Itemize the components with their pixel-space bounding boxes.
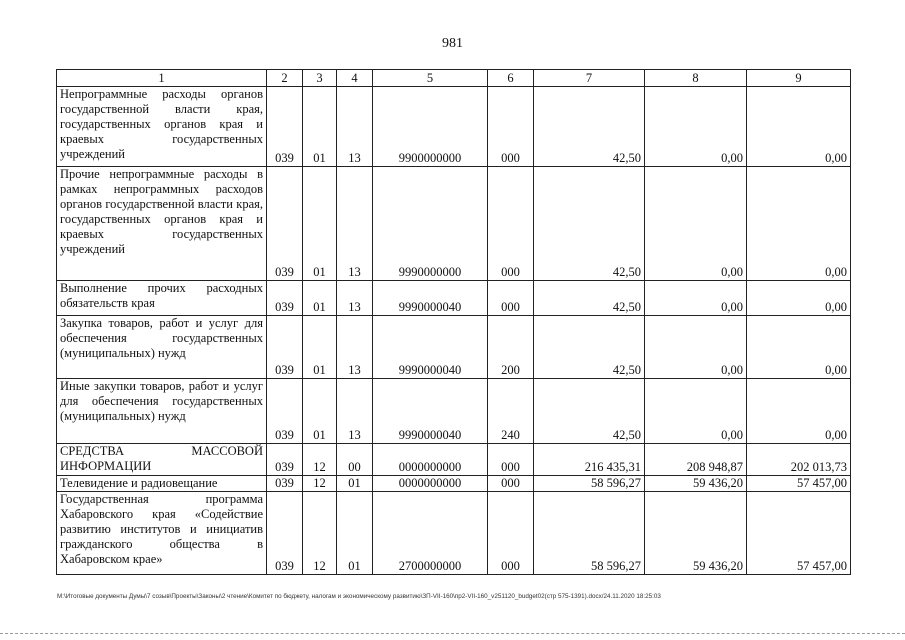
column-header-2: 2 [267,70,303,87]
cell-c5: 9990000040 [373,379,488,444]
cell-c3: 12 [303,492,337,575]
cell-c4: 13 [337,281,373,316]
cell-c5: 2700000000 [373,492,488,575]
cell-c7: 58 596,27 [534,476,645,492]
cell-c4: 13 [337,167,373,281]
cell-c7: 42,50 [534,379,645,444]
cell-c2: 039 [267,379,303,444]
cell-c8: 0,00 [645,379,747,444]
column-header-7: 7 [534,70,645,87]
cell-c7: 42,50 [534,316,645,379]
cell-c2: 039 [267,87,303,167]
table-row [57,444,851,476]
cell-c6: 200 [488,316,534,379]
cell-c5: 9990000040 [373,316,488,379]
cell-c8: 0,00 [645,281,747,316]
cell-c9: 0,00 [747,167,851,281]
cell-c5: 9900000000 [373,87,488,167]
cell-c7: 42,50 [534,87,645,167]
cell-c8: 0,00 [645,87,747,167]
table-row [57,87,851,167]
column-header-4: 4 [337,70,373,87]
page-number: 981 [442,36,463,51]
page-edge-divider [0,633,905,634]
cell-c3: 01 [303,87,337,167]
table-row [57,167,851,281]
row-name-cell: Иные закупки товаров, работ и услуг для обеспечения государственных (муниципальных) нужд [57,379,267,444]
cell-c2: 039 [267,281,303,316]
row-name-cell: Выполнение прочих расходных обязательств края [57,281,267,316]
cell-c4: 01 [337,492,373,575]
cell-c2: 039 [267,444,303,476]
cell-c7: 216 435,31 [534,444,645,476]
table-row [57,492,851,575]
cell-c8: 59 436,20 [645,476,747,492]
cell-c7: 42,50 [534,281,645,316]
cell-c2: 039 [267,476,303,492]
cell-c6: 000 [488,492,534,575]
column-header-9: 9 [747,70,851,87]
cell-c9: 57 457,00 [747,492,851,575]
cell-c6: 000 [488,476,534,492]
cell-c9: 57 457,00 [747,476,851,492]
table-row [57,281,851,316]
row-name-cell: Непрограммные расходы органов государственной власти края, государственных органов края и краевых государственных учреждений [57,87,267,167]
cell-c3: 01 [303,316,337,379]
table-row [57,379,851,444]
cell-c3: 12 [303,476,337,492]
column-header-8: 8 [645,70,747,87]
header-row [57,70,851,87]
cell-c4: 13 [337,87,373,167]
cell-c9: 202 013,73 [747,444,851,476]
table-row [57,476,851,492]
cell-c3: 01 [303,379,337,444]
cell-c6: 000 [488,87,534,167]
column-header-6: 6 [488,70,534,87]
cell-c4: 13 [337,379,373,444]
cell-c8: 0,00 [645,167,747,281]
cell-c3: 12 [303,444,337,476]
budget-table [56,69,851,575]
cell-c5: 9990000000 [373,167,488,281]
cell-c5: 0000000000 [373,476,488,492]
cell-c8: 208 948,87 [645,444,747,476]
cell-c3: 01 [303,167,337,281]
cell-c5: 9990000040 [373,281,488,316]
cell-c8: 59 436,20 [645,492,747,575]
cell-c9: 0,00 [747,379,851,444]
cell-c4: 01 [337,476,373,492]
cell-c6: 000 [488,167,534,281]
cell-c7: 42,50 [534,167,645,281]
cell-c2: 039 [267,316,303,379]
cell-c8: 0,00 [645,316,747,379]
row-name-cell: Государственная программа Хабаровского края «Содействие развитию институтов и инициатив гражданского общества в Хабаровском крае» [57,492,267,575]
column-header-5: 5 [373,70,488,87]
cell-c6: 000 [488,444,534,476]
cell-c9: 0,00 [747,316,851,379]
column-header-1: 1 [57,70,267,87]
table-row [57,316,851,379]
column-header-3: 3 [303,70,337,87]
cell-c2: 039 [267,492,303,575]
row-name-cell: Закупка товаров, работ и услуг для обеспечения государственных (муниципальных) нужд [57,316,267,379]
cell-c9: 0,00 [747,281,851,316]
file-path-footer: M:\Итоговые документы Думы\7 созыв\Проекты\Законы\2 чтение\Комитет по бюджету, налогам и экономическому развитию\ЗП-VII-160\пр2-VII-160_v251120_budget02(стр 575-1391).docx/24.11.2020 18:25:03 [57,593,661,600]
row-name-cell: Телевидение и радиовещание [57,476,267,492]
cell-c6: 240 [488,379,534,444]
row-name-cell: СРЕДСТВА МАССОВОЙ ИНФОРМАЦИИ [57,444,267,476]
cell-c2: 039 [267,167,303,281]
cell-c5: 0000000000 [373,444,488,476]
cell-c3: 01 [303,281,337,316]
cell-c7: 58 596,27 [534,492,645,575]
cell-c4: 13 [337,316,373,379]
cell-c9: 0,00 [747,87,851,167]
cell-c4: 00 [337,444,373,476]
cell-c6: 000 [488,281,534,316]
row-name-cell: Прочие непрограммные расходы в рамках непрограммных расходов органов государственной власти края, государственных органов края и краевых государственных учреждений [57,167,267,281]
